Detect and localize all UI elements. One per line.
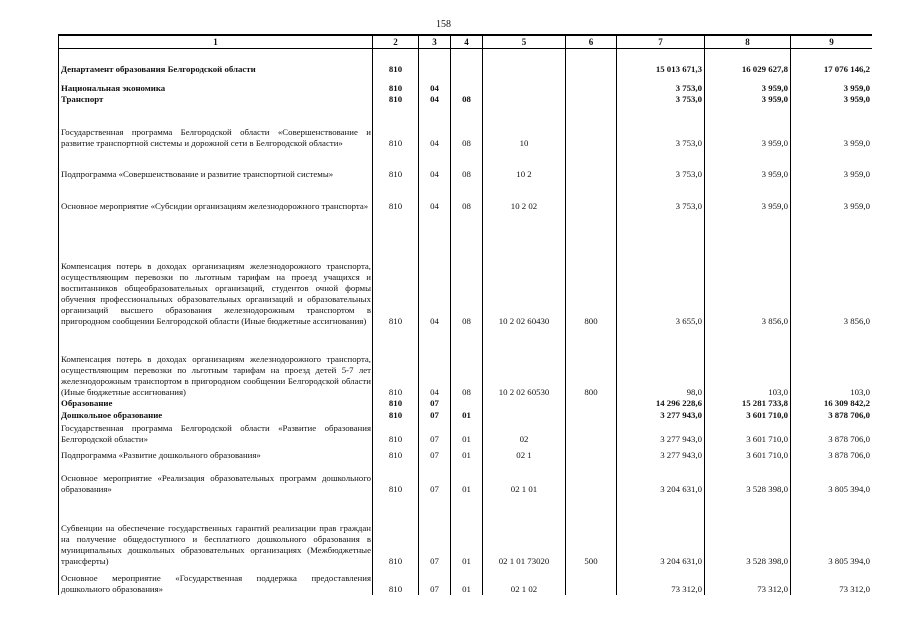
row-name: Государственная программа Белгородской области «Развитие образования Белгородской области» xyxy=(59,421,373,445)
header-cell: 8 xyxy=(705,35,791,49)
row-amount-year2: 3 528 398,0 xyxy=(705,461,791,495)
header-cell: 6 xyxy=(566,35,617,49)
row-amount-year3: 103,0 xyxy=(791,327,873,398)
row-amount-year2: 3 959,0 xyxy=(705,149,791,180)
row-expense-type xyxy=(566,105,617,149)
row-expense-type xyxy=(566,94,617,105)
row-target-article: 10 2 02 60530 xyxy=(483,327,566,398)
row-name: Подпрограмма «Развитие дошкольного образования» xyxy=(59,445,373,461)
row-section-code: 07 xyxy=(419,398,451,409)
row-target-article: 10 2 xyxy=(483,149,566,180)
row-amount-year2: 3 601 710,0 xyxy=(705,445,791,461)
row-amount-year1: 15 013 671,3 xyxy=(617,49,705,75)
row-expense-type: 800 xyxy=(566,327,617,398)
row-ministry-code: 810 xyxy=(373,495,419,567)
row-target-article: 02 xyxy=(483,421,566,445)
table-row xyxy=(59,567,873,595)
row-expense-type xyxy=(566,421,617,445)
row-amount-year1: 3 753,0 xyxy=(617,75,705,94)
row-amount-year1: 3 753,0 xyxy=(617,94,705,105)
row-section-code: 07 xyxy=(419,421,451,445)
row-name: Государственная программа Белгородской области «Совершенствование и развитие транспортной системы и дорожной сети в Белгородской области» xyxy=(59,105,373,149)
row-amount-year1: 3 277 943,0 xyxy=(617,445,705,461)
row-expense-type xyxy=(566,49,617,75)
table-row xyxy=(59,495,873,567)
row-ministry-code: 810 xyxy=(373,75,419,94)
row-subsection-code: 08 xyxy=(451,180,483,212)
row-name: Основное мероприятие «Субсидии организациям железнодорожного транспорта» xyxy=(59,180,373,212)
row-expense-type xyxy=(566,180,617,212)
row-expense-type xyxy=(566,461,617,495)
row-subsection-code: 01 xyxy=(451,495,483,567)
row-target-article xyxy=(483,409,566,421)
row-amount-year2: 3 959,0 xyxy=(705,105,791,149)
table-row xyxy=(59,75,873,94)
row-amount-year3: 16 309 842,2 xyxy=(791,398,873,409)
row-target-article: 02 1 01 73020 xyxy=(483,495,566,567)
row-expense-type xyxy=(566,445,617,461)
row-amount-year3: 3 878 706,0 xyxy=(791,421,873,445)
row-amount-year3: 73 312,0 xyxy=(791,567,873,595)
row-ministry-code: 810 xyxy=(373,212,419,327)
row-name: Транспорт xyxy=(59,94,373,105)
row-name: Основное мероприятие «Государственная поддержка предоставления дошкольного образования» xyxy=(59,567,373,595)
row-amount-year1: 3 204 631,0 xyxy=(617,461,705,495)
table-row xyxy=(59,94,873,105)
row-ministry-code: 810 xyxy=(373,149,419,180)
row-name: Образование xyxy=(59,398,373,409)
row-subsection-code: 08 xyxy=(451,94,483,105)
row-subsection-code: 01 xyxy=(451,445,483,461)
row-ministry-code: 810 xyxy=(373,398,419,409)
row-ministry-code: 810 xyxy=(373,180,419,212)
budget-table-container xyxy=(58,34,872,640)
row-section-code xyxy=(419,49,451,75)
table-row xyxy=(59,212,873,327)
row-amount-year3: 17 076 146,2 xyxy=(791,49,873,75)
row-subsection-code xyxy=(451,75,483,94)
row-target-article: 10 2 02 xyxy=(483,180,566,212)
row-amount-year1: 3 753,0 xyxy=(617,149,705,180)
row-amount-year3: 3 856,0 xyxy=(791,212,873,327)
table-row xyxy=(59,445,873,461)
row-amount-year2: 3 959,0 xyxy=(705,94,791,105)
row-expense-type: 800 xyxy=(566,212,617,327)
header-cell: 5 xyxy=(483,35,566,49)
header-row xyxy=(59,35,873,49)
row-ministry-code: 810 xyxy=(373,445,419,461)
row-ministry-code: 810 xyxy=(373,409,419,421)
table-row xyxy=(59,180,873,212)
row-amount-year2: 103,0 xyxy=(705,327,791,398)
row-section-code: 07 xyxy=(419,409,451,421)
table-row xyxy=(59,409,873,421)
row-section-code: 04 xyxy=(419,94,451,105)
row-name: Подпрограмма «Совершенствование и развитие транспортной системы» xyxy=(59,149,373,180)
row-section-code: 04 xyxy=(419,75,451,94)
row-subsection-code: 01 xyxy=(451,461,483,495)
row-subsection-code: 01 xyxy=(451,421,483,445)
row-expense-type xyxy=(566,409,617,421)
row-amount-year1: 98,0 xyxy=(617,327,705,398)
row-amount-year2: 15 281 733,8 xyxy=(705,398,791,409)
row-subsection-code: 08 xyxy=(451,212,483,327)
row-section-code: 04 xyxy=(419,180,451,212)
table-row xyxy=(59,421,873,445)
row-amount-year3: 3 878 706,0 xyxy=(791,445,873,461)
row-subsection-code xyxy=(451,398,483,409)
row-section-code: 04 xyxy=(419,327,451,398)
budget-table xyxy=(58,34,872,595)
table-row xyxy=(59,461,873,495)
row-subsection-code: 08 xyxy=(451,149,483,180)
table-row xyxy=(59,327,873,398)
row-subsection-code: 08 xyxy=(451,105,483,149)
row-subsection-code xyxy=(451,49,483,75)
page-number: 158 xyxy=(436,19,451,30)
header-cell: 2 xyxy=(373,35,419,49)
row-expense-type xyxy=(566,75,617,94)
row-target-article xyxy=(483,75,566,94)
row-amount-year1: 3 277 943,0 xyxy=(617,421,705,445)
row-section-code: 07 xyxy=(419,461,451,495)
row-expense-type xyxy=(566,398,617,409)
row-amount-year1: 3 277 943,0 xyxy=(617,409,705,421)
row-target-article: 02 1 01 xyxy=(483,461,566,495)
header-cell: 3 xyxy=(419,35,451,49)
row-amount-year3: 3 959,0 xyxy=(791,105,873,149)
row-target-article xyxy=(483,94,566,105)
row-ministry-code: 810 xyxy=(373,567,419,595)
row-amount-year3: 3 878 706,0 xyxy=(791,409,873,421)
row-amount-year2: 3 601 710,0 xyxy=(705,421,791,445)
row-target-article: 02 1 02 xyxy=(483,567,566,595)
row-amount-year1: 3 655,0 xyxy=(617,212,705,327)
row-amount-year2: 73 312,0 xyxy=(705,567,791,595)
row-section-code: 07 xyxy=(419,495,451,567)
row-section-code: 04 xyxy=(419,149,451,180)
row-amount-year3: 3 959,0 xyxy=(791,149,873,180)
row-expense-type xyxy=(566,149,617,180)
row-section-code: 04 xyxy=(419,212,451,327)
row-ministry-code: 810 xyxy=(373,327,419,398)
row-amount-year2: 16 029 627,8 xyxy=(705,49,791,75)
row-ministry-code: 810 xyxy=(373,49,419,75)
table-body xyxy=(59,49,873,595)
header-cell: 9 xyxy=(791,35,873,49)
row-name: Департамент образования Белгородской области xyxy=(59,49,373,75)
row-ministry-code: 810 xyxy=(373,461,419,495)
table-row xyxy=(59,49,873,75)
row-subsection-code: 01 xyxy=(451,567,483,595)
table-row xyxy=(59,149,873,180)
row-amount-year2: 3 601 710,0 xyxy=(705,409,791,421)
row-target-article: 10 2 02 60430 xyxy=(483,212,566,327)
row-subsection-code: 01 xyxy=(451,409,483,421)
row-amount-year3: 3 959,0 xyxy=(791,75,873,94)
row-amount-year2: 3 528 398,0 xyxy=(705,495,791,567)
row-expense-type: 500 xyxy=(566,495,617,567)
header-cell: 7 xyxy=(617,35,705,49)
row-name: Компенсация потерь в доходах организациям железнодорожного транспорта, осуществляющим перевозки по льготным тарифам на проезд учащихся и воспитанников общеобразовательных организаций, студентов очной формы обучения профессиональных образовательных организаций и образовательных организаций высшего образования железнодорожным транспортом в пригородном сообщении Белгородской области (Иные бюджетные ассигнования) xyxy=(59,212,373,327)
row-amount-year2: 3 959,0 xyxy=(705,180,791,212)
header-cell: 4 xyxy=(451,35,483,49)
row-ministry-code: 810 xyxy=(373,94,419,105)
row-amount-year3: 3 805 394,0 xyxy=(791,495,873,567)
row-amount-year2: 3 856,0 xyxy=(705,212,791,327)
row-subsection-code: 08 xyxy=(451,327,483,398)
row-amount-year1: 3 204 631,0 xyxy=(617,495,705,567)
row-ministry-code: 810 xyxy=(373,421,419,445)
row-amount-year1: 3 753,0 xyxy=(617,105,705,149)
row-amount-year1: 14 296 228,6 xyxy=(617,398,705,409)
row-target-article xyxy=(483,49,566,75)
row-target-article: 10 xyxy=(483,105,566,149)
row-target-article xyxy=(483,398,566,409)
row-amount-year1: 73 312,0 xyxy=(617,567,705,595)
row-name: Субвенции на обеспечение государственных гарантий реализации прав граждан на получение общедоступного и бесплатного дошкольного образования в муниципальных дошкольных образовательных организациях (Межбюджетные трансферты) xyxy=(59,495,373,567)
row-section-code: 04 xyxy=(419,105,451,149)
header-cell: 1 xyxy=(59,35,373,49)
table-row xyxy=(59,105,873,149)
row-section-code: 07 xyxy=(419,445,451,461)
row-amount-year3: 3 959,0 xyxy=(791,180,873,212)
row-amount-year1: 3 753,0 xyxy=(617,180,705,212)
table-row xyxy=(59,398,873,409)
row-expense-type xyxy=(566,567,617,595)
row-section-code: 07 xyxy=(419,567,451,595)
row-name: Основное мероприятие «Реализация образовательных программ дошкольного образования» xyxy=(59,461,373,495)
row-target-article: 02 1 xyxy=(483,445,566,461)
row-name: Компенсация потерь в доходах организациям железнодорожного транспорта, осуществляющим перевозки по льготным тарифам на проезд детей 5-7 лет железнодорожным транспортом в пригородном сообщении Белгородской области (Иные бюджетные ассигнования) xyxy=(59,327,373,398)
row-ministry-code: 810 xyxy=(373,105,419,149)
row-amount-year2: 3 959,0 xyxy=(705,75,791,94)
row-name: Дошкольное образование xyxy=(59,409,373,421)
row-name: Национальная экономика xyxy=(59,75,373,94)
row-amount-year3: 3 805 394,0 xyxy=(791,461,873,495)
row-amount-year3: 3 959,0 xyxy=(791,94,873,105)
